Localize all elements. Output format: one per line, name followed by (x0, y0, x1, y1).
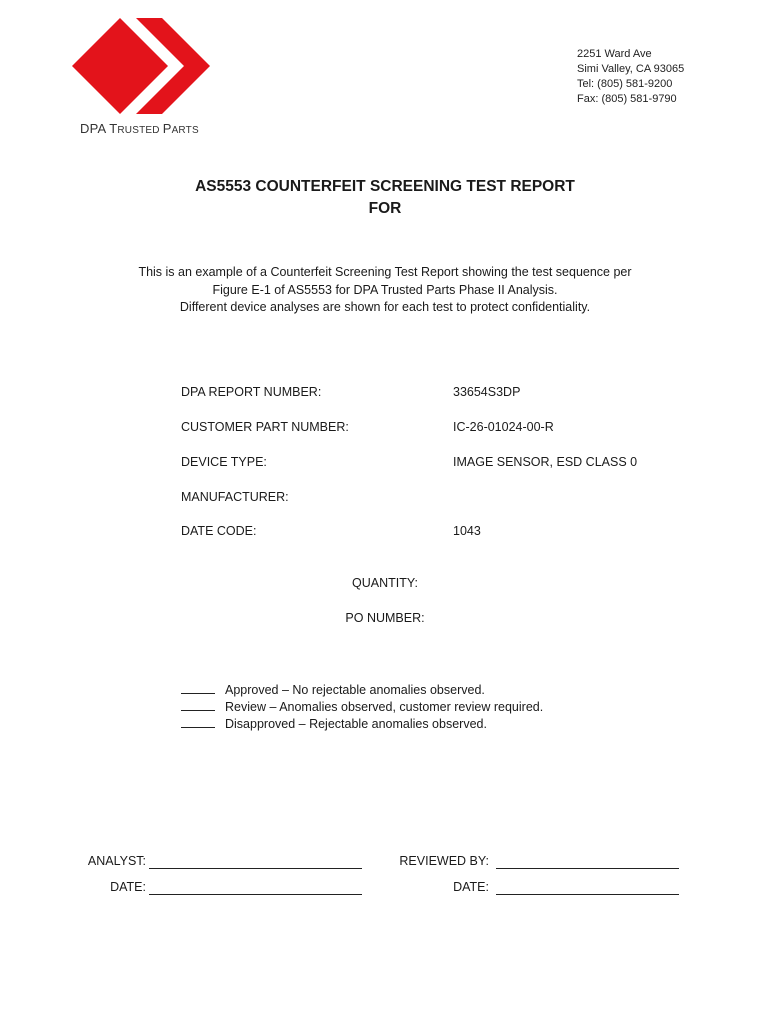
field-label-date-code: DATE CODE: (181, 524, 257, 538)
disposition-blank[interactable] (181, 698, 215, 711)
field-value-report-number: 33654S3DP (453, 385, 521, 399)
company-name-part: DPA (80, 121, 110, 136)
disposition-text: Approved – No rejectable anomalies observed. (225, 683, 485, 697)
field-label-customer-part: CUSTOMER PART NUMBER: (181, 420, 349, 434)
reviewer-date-line[interactable] (496, 893, 679, 895)
address-street: 2251 Ward Ave (577, 48, 652, 60)
reviewed-by-label: REVIEWED BY: (399, 854, 489, 868)
intro-line: Figure E-1 of AS5553 for DPA Trusted Parts Phase II Analysis. (212, 282, 558, 297)
analyst-date-line[interactable] (149, 893, 362, 895)
analyst-date-label: DATE: (110, 880, 146, 894)
address-city: Simi Valley, CA 93065 (577, 63, 685, 75)
report-title-for: FOR (368, 200, 402, 217)
address-tel: Tel: (805) 581-9200 (577, 78, 673, 90)
disposition-blank[interactable] (181, 715, 215, 728)
disposition-disapproved (181, 715, 487, 731)
analyst-signature-line[interactable] (149, 867, 362, 869)
field-label-report-number: DPA REPORT NUMBER: (181, 385, 322, 399)
field-value-date-code: 1043 (453, 524, 481, 538)
disposition-approved (181, 681, 485, 697)
po-number-label: PO NUMBER: (345, 611, 425, 625)
company-name-part: ARTS (171, 125, 199, 136)
reviewer-date-label: DATE: (453, 880, 489, 894)
disposition-blank[interactable] (181, 681, 215, 694)
company-name-part: RUSTED (117, 125, 163, 136)
company-name-part: P (162, 121, 172, 136)
quantity-label: QUANTITY: (352, 576, 418, 590)
reviewed-by-signature-line[interactable] (496, 867, 679, 869)
company-name (80, 121, 199, 136)
company-address (577, 47, 684, 107)
field-label-manufacturer: MANUFACTURER: (181, 490, 289, 504)
field-label-device-type: DEVICE TYPE: (181, 455, 267, 469)
disposition-text: Review – Anomalies observed, customer review required. (225, 700, 544, 714)
report-intro (0, 264, 770, 317)
field-value-device-type: IMAGE SENSOR, ESD CLASS 0 (453, 455, 638, 469)
dpa-logo-icon (70, 18, 212, 114)
analyst-label: ANALYST: (87, 854, 146, 868)
disposition-review (181, 698, 543, 714)
disposition-text: Disapproved – Rejectable anomalies observed. (225, 717, 487, 731)
report-title: AS5553 COUNTERFEIT SCREENING TEST REPORT (195, 178, 575, 195)
intro-line: Different device analyses are shown for each test to protect confidentiality. (179, 300, 591, 314)
company-name-part: T (109, 121, 118, 136)
address-fax: Fax: (805) 581-9790 (577, 93, 677, 105)
field-value-customer-part: IC-26-01024-00-R (453, 420, 554, 434)
intro-line: This is an example of a Counterfeit Screening Test Report showing the test sequence per (138, 265, 632, 279)
